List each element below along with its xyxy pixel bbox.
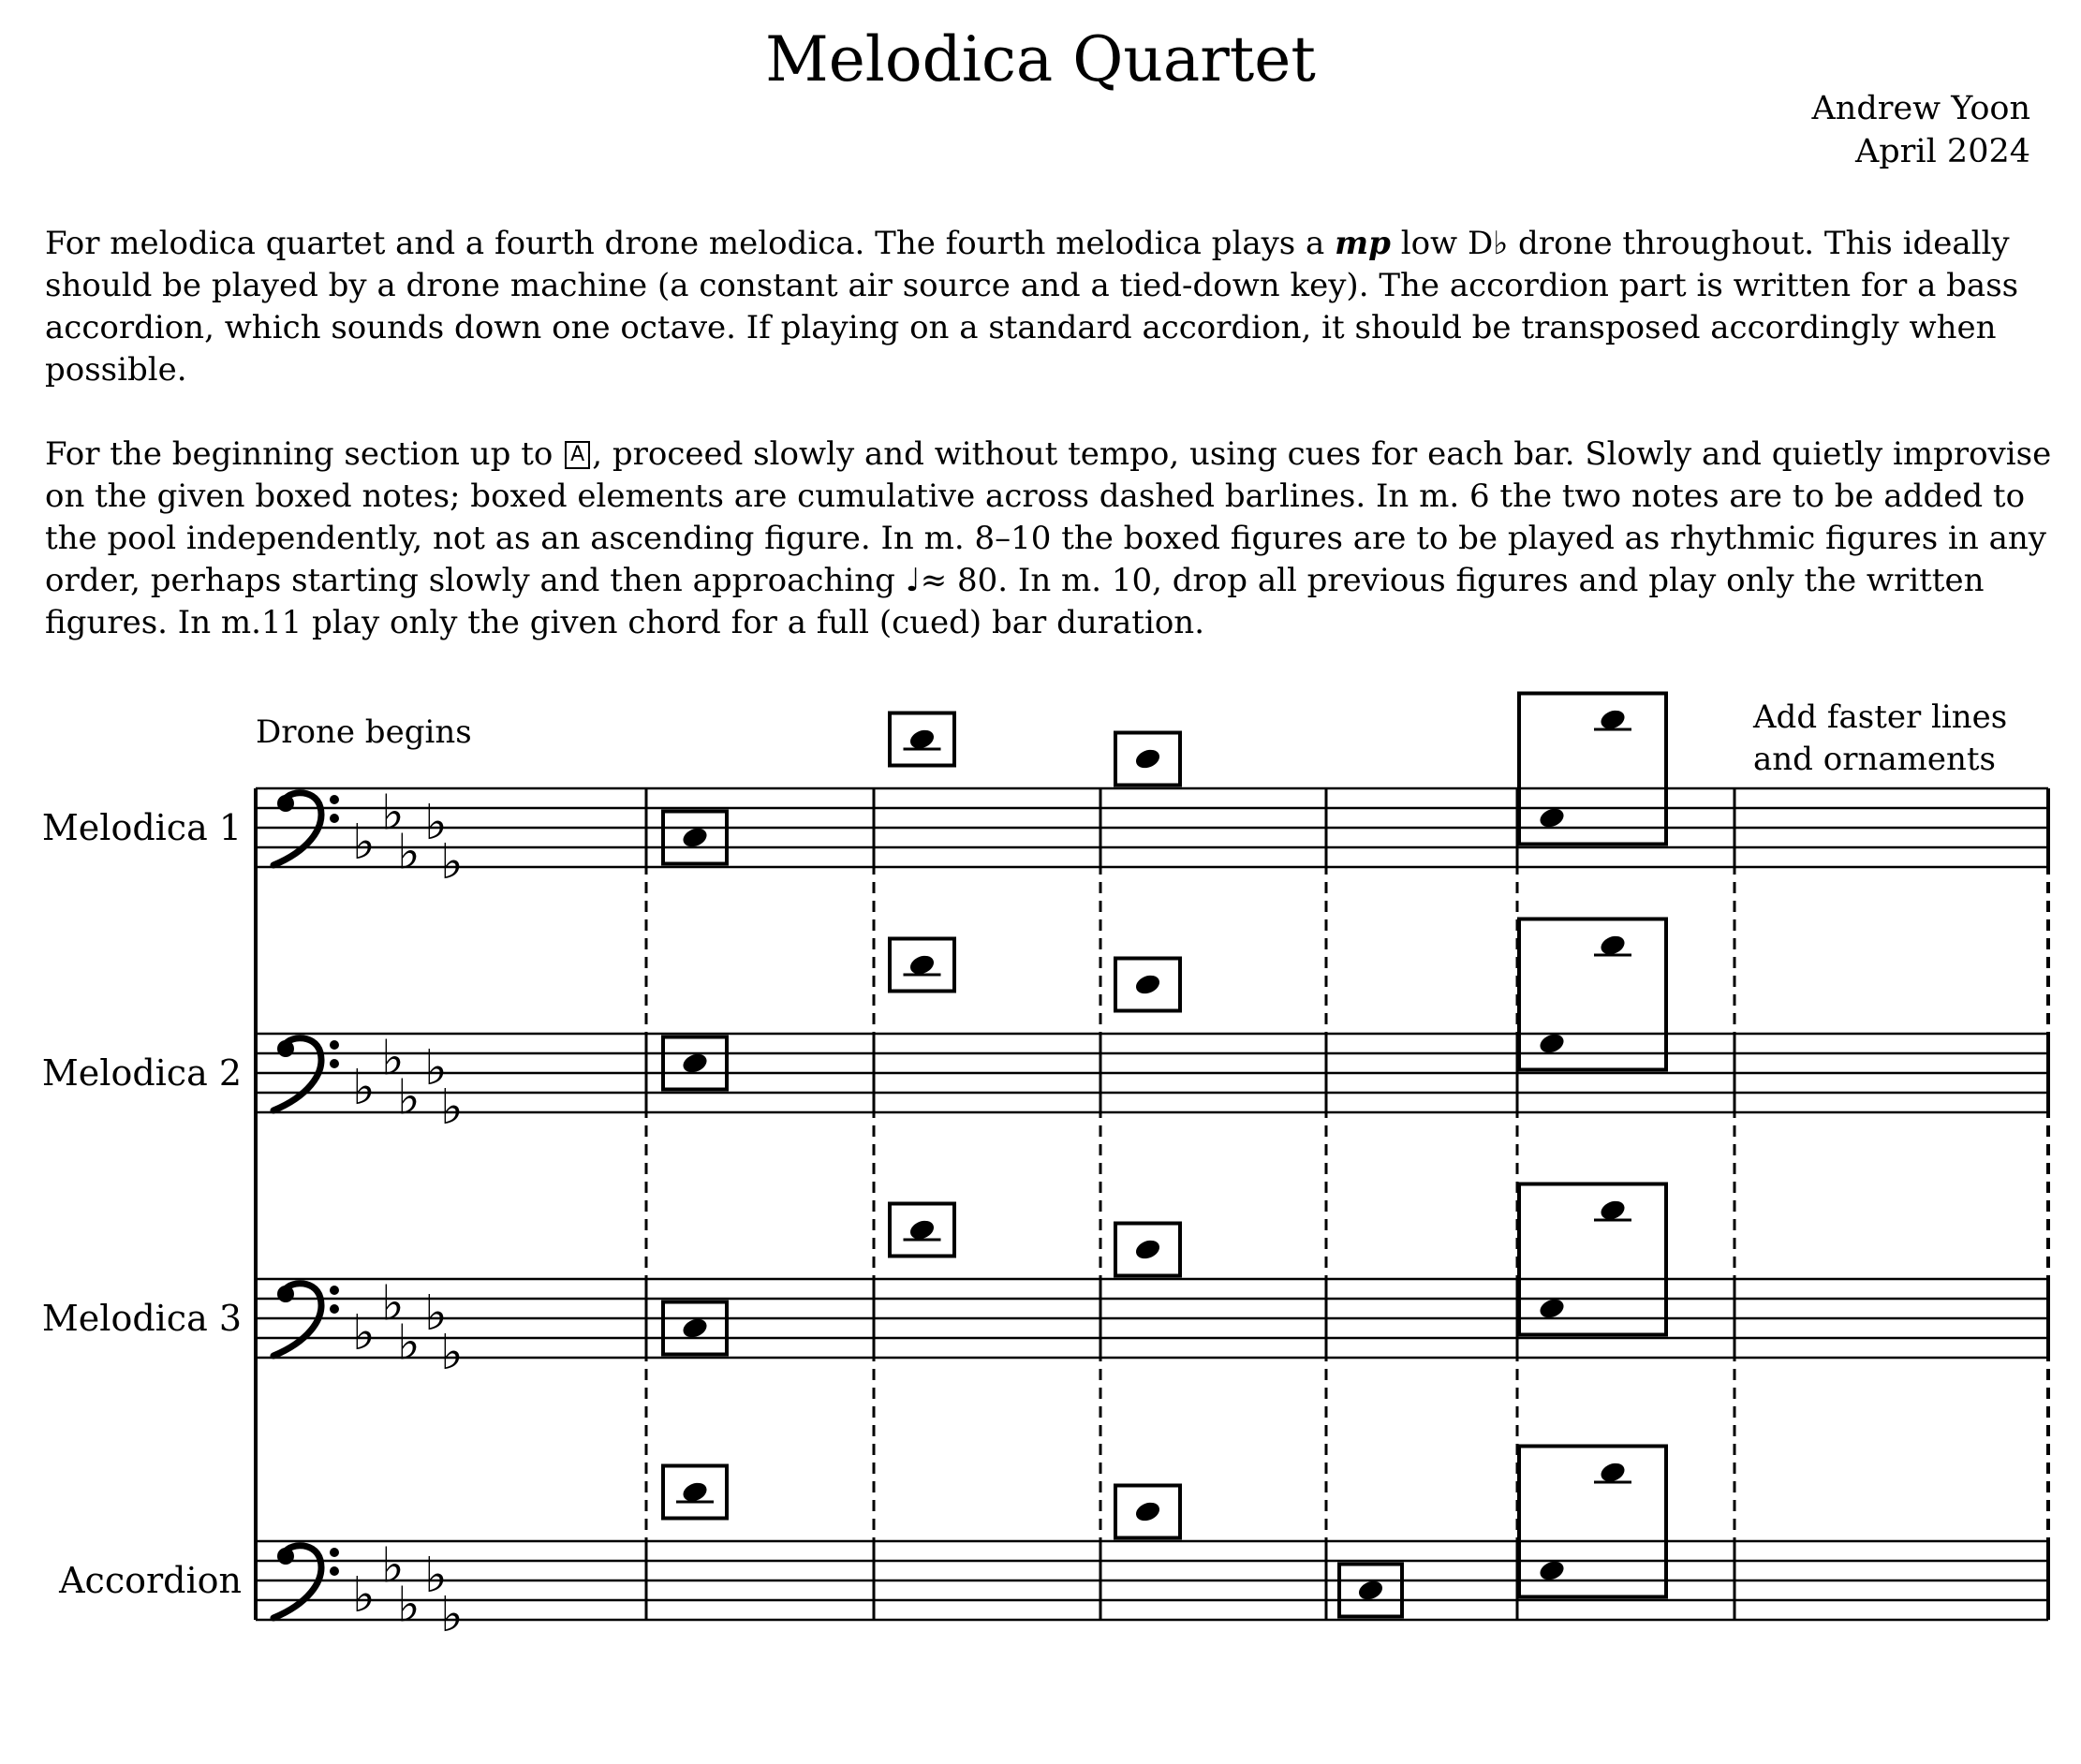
flat-icon: ♭ [397,1315,421,1372]
instrument-name: Melodica 3 [41,1298,242,1339]
dynamic-marking: mp [1335,225,1391,262]
flat-icon: ♭ [381,1030,405,1087]
flat-icon: ♭ [352,1060,376,1116]
flat-icon: ♭ [352,1567,376,1624]
staff [256,1279,2048,1358]
composition-date: April 2024 [1855,133,2030,170]
notehead [1133,972,1162,996]
note-text: For melodica quartet and a fourth drone melodica. The fourth melodica plays a [45,225,1336,262]
bass-clef-icon [273,793,339,865]
add-faster-label-line2: and ornaments [1753,741,1997,778]
flat-icon: ♭ [381,1275,405,1332]
flat-icon: ♭ [381,785,405,842]
flat-icon: ♭ [381,1537,405,1595]
flat-icon: ♭ [424,1548,448,1604]
flat-icon: ♭ [397,1069,421,1126]
flat-icon: ♭ [440,834,464,890]
drone-begins-label: Drone begins [256,713,472,751]
bass-clef-icon [273,1546,339,1618]
piece-title: Melodica Quartet [765,23,1316,96]
add-faster-label-line1: Add faster lines [1753,698,2008,736]
bass-clef-icon [273,1284,339,1356]
notehead [1133,1499,1162,1523]
instrument-name: Melodica 1 [41,807,242,848]
instrument-name: Melodica 2 [41,1052,242,1094]
note-text: low D♭ drone throughout. This ideally should be played by a drone machine (a constant air source and a tied-down key). The accordion part is written for a bass accordion, which sounds down one octave. If playing on a standard accordion, it should be transposed accordingly when possible. [45,225,2029,389]
bass-clef-icon [273,1038,339,1110]
note-text: , proceed slowly and without tempo, using cues for each bar. Slowly and quietly improvise on the given boxed notes; boxed elements are cumulative across dashed barlines. In m. 6 the two notes are to be added to the pool independently, not as an ascending figure. In m. 8–10 the boxed figures are to be played as rhythmic figures in any order, perhaps starting slowly and then approaching ♩≈ 80. In m. 10, drop all previous figures and play only the written figures. In m.11 play only the given chord for a full (cued) bar duration. [45,435,2062,641]
flat-icon: ♭ [352,815,376,871]
notehead [1133,1237,1162,1261]
flat-icon: ♭ [397,824,421,881]
note-text: For the beginning section up to [45,435,564,473]
flat-icon: ♭ [397,1577,421,1634]
notehead [1133,746,1162,771]
flat-icon: ♭ [424,1040,448,1096]
flat-icon: ♭ [424,795,448,851]
rehearsal-mark: A [565,441,590,469]
flat-icon: ♭ [440,1080,464,1136]
staff [256,1541,2048,1620]
staff [256,1034,2048,1112]
composer-name: Andrew Yoon [1811,90,2030,127]
instrument-name: Accordion [59,1560,242,1601]
flat-icon: ♭ [440,1325,464,1381]
flat-icon: ♭ [440,1587,464,1643]
flat-icon: ♭ [424,1286,448,1342]
flat-icon: ♭ [352,1305,376,1361]
staff [256,785,2048,867]
